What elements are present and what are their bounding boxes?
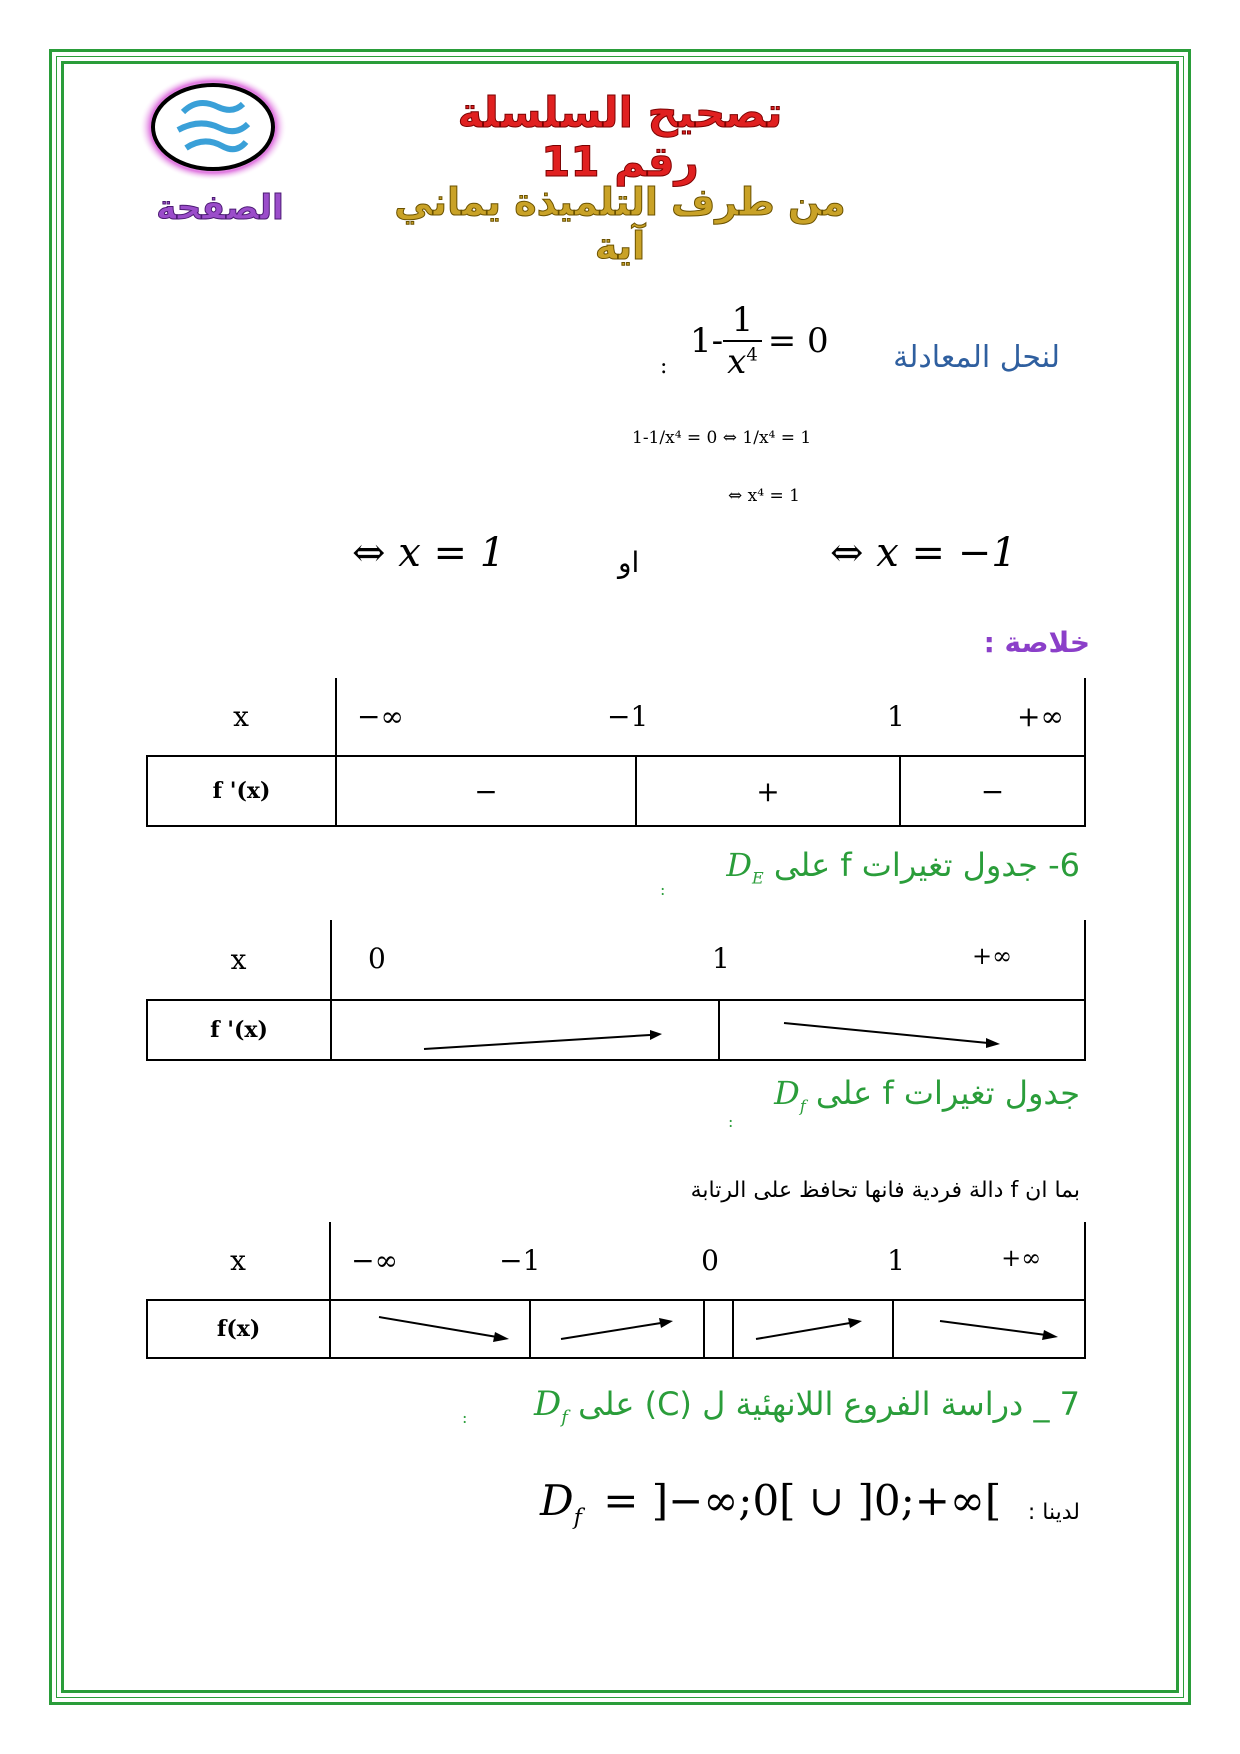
equation-colon: :: [660, 354, 668, 379]
solution-positive: ⇔ x = 1: [352, 530, 506, 576]
x-value: 1: [712, 942, 730, 975]
summary-label: خلاصة :: [983, 626, 1090, 659]
solution-negative: ⇔ x = −1: [830, 530, 1017, 576]
equation-step-2: ⇔ x⁴ = 1: [728, 486, 800, 506]
variation-cell: [330, 1300, 530, 1358]
page-title: تصحيح السلسلة رقم 11: [457, 88, 783, 186]
section-df-colon: :: [728, 1112, 734, 1131]
x-value: 1: [887, 1244, 905, 1277]
x-value: −∞: [357, 700, 404, 733]
sign-cell: −: [336, 756, 636, 826]
section-7-colon: :: [462, 1408, 468, 1427]
vt-de-x-label: x: [147, 920, 331, 1000]
increasing-arrow-icon: [734, 1301, 892, 1357]
x-value: +∞: [1001, 1244, 1042, 1272]
page-label: الصفحة: [156, 188, 284, 228]
domain-intro: لدينا :: [1027, 1500, 1080, 1525]
variation-cell-gap: [704, 1300, 733, 1358]
vt-de-x-row: [331, 920, 1085, 1000]
sign-table-x-label: x: [147, 678, 336, 756]
sign-cell: −: [900, 756, 1085, 826]
decreasing-arrow-icon: [894, 1301, 1084, 1357]
sign-table-row-label: f '(x): [147, 756, 336, 826]
vt-full-row-label: f(x): [147, 1300, 330, 1358]
x-value: 1: [887, 700, 905, 733]
sign-table: [146, 678, 1086, 827]
vt-de-row-label: f '(x): [147, 1000, 331, 1060]
x-value: 0: [701, 1244, 719, 1277]
section-6-colon: :: [660, 880, 666, 899]
vt-full-x-label: x: [147, 1222, 330, 1300]
page-subtitle: من طرف التلميذة يماني آية: [394, 180, 846, 268]
logo-icon: [138, 72, 288, 182]
sign-cell: +: [636, 756, 900, 826]
main-equation: 1- $\frac{1}{x^4}$ = 0: [690, 300, 829, 382]
variation-table-full: [146, 1222, 1086, 1359]
variation-cell: [719, 1000, 1085, 1060]
sign-table-x-row: [336, 678, 1085, 756]
variation-cell: [893, 1300, 1085, 1358]
section-6-heading: 6- جدول تغيرات f على $D_E$: [726, 846, 1080, 888]
domain-formula: $D_f$ = ]−∞;0[ ∪ ]0;+∞[: [540, 1476, 1002, 1531]
x-value: −1: [607, 700, 649, 733]
increasing-arrow-icon: [531, 1301, 703, 1357]
parity-note: بما ان f دالة فردية فانها تحافظ على الرتابة: [690, 1178, 1080, 1203]
equation-step-1: 1-1/x⁴ = 0 ⇔ 1/x⁴ = 1: [632, 428, 812, 448]
section-7-heading: 7 _ دراسة الفروع اللانهئية ل (C) على $D_f$: [533, 1384, 1080, 1428]
equation-intro: لنحل المعادلة: [893, 340, 1060, 375]
x-value: −1: [499, 1244, 541, 1277]
increasing-arrow-icon: [332, 1001, 718, 1059]
equation-fraction: $\frac{1}{x^4}$: [723, 300, 762, 382]
x-value: −∞: [351, 1244, 398, 1277]
variation-table-de: [146, 920, 1086, 1061]
variation-cell: [331, 1000, 719, 1060]
decreasing-arrow-icon: [720, 1001, 1084, 1059]
x-value: +∞: [972, 942, 1013, 970]
decreasing-arrow-icon: [331, 1301, 529, 1357]
section-df-heading: جدول تغيرات f على $D_f$: [774, 1074, 1080, 1116]
variation-cell: [733, 1300, 893, 1358]
or-word: او: [618, 546, 640, 579]
x-value: 0: [368, 942, 386, 975]
x-value: +∞: [1017, 700, 1064, 733]
vt-full-x-row: [330, 1222, 1085, 1300]
variation-cell: [530, 1300, 704, 1358]
